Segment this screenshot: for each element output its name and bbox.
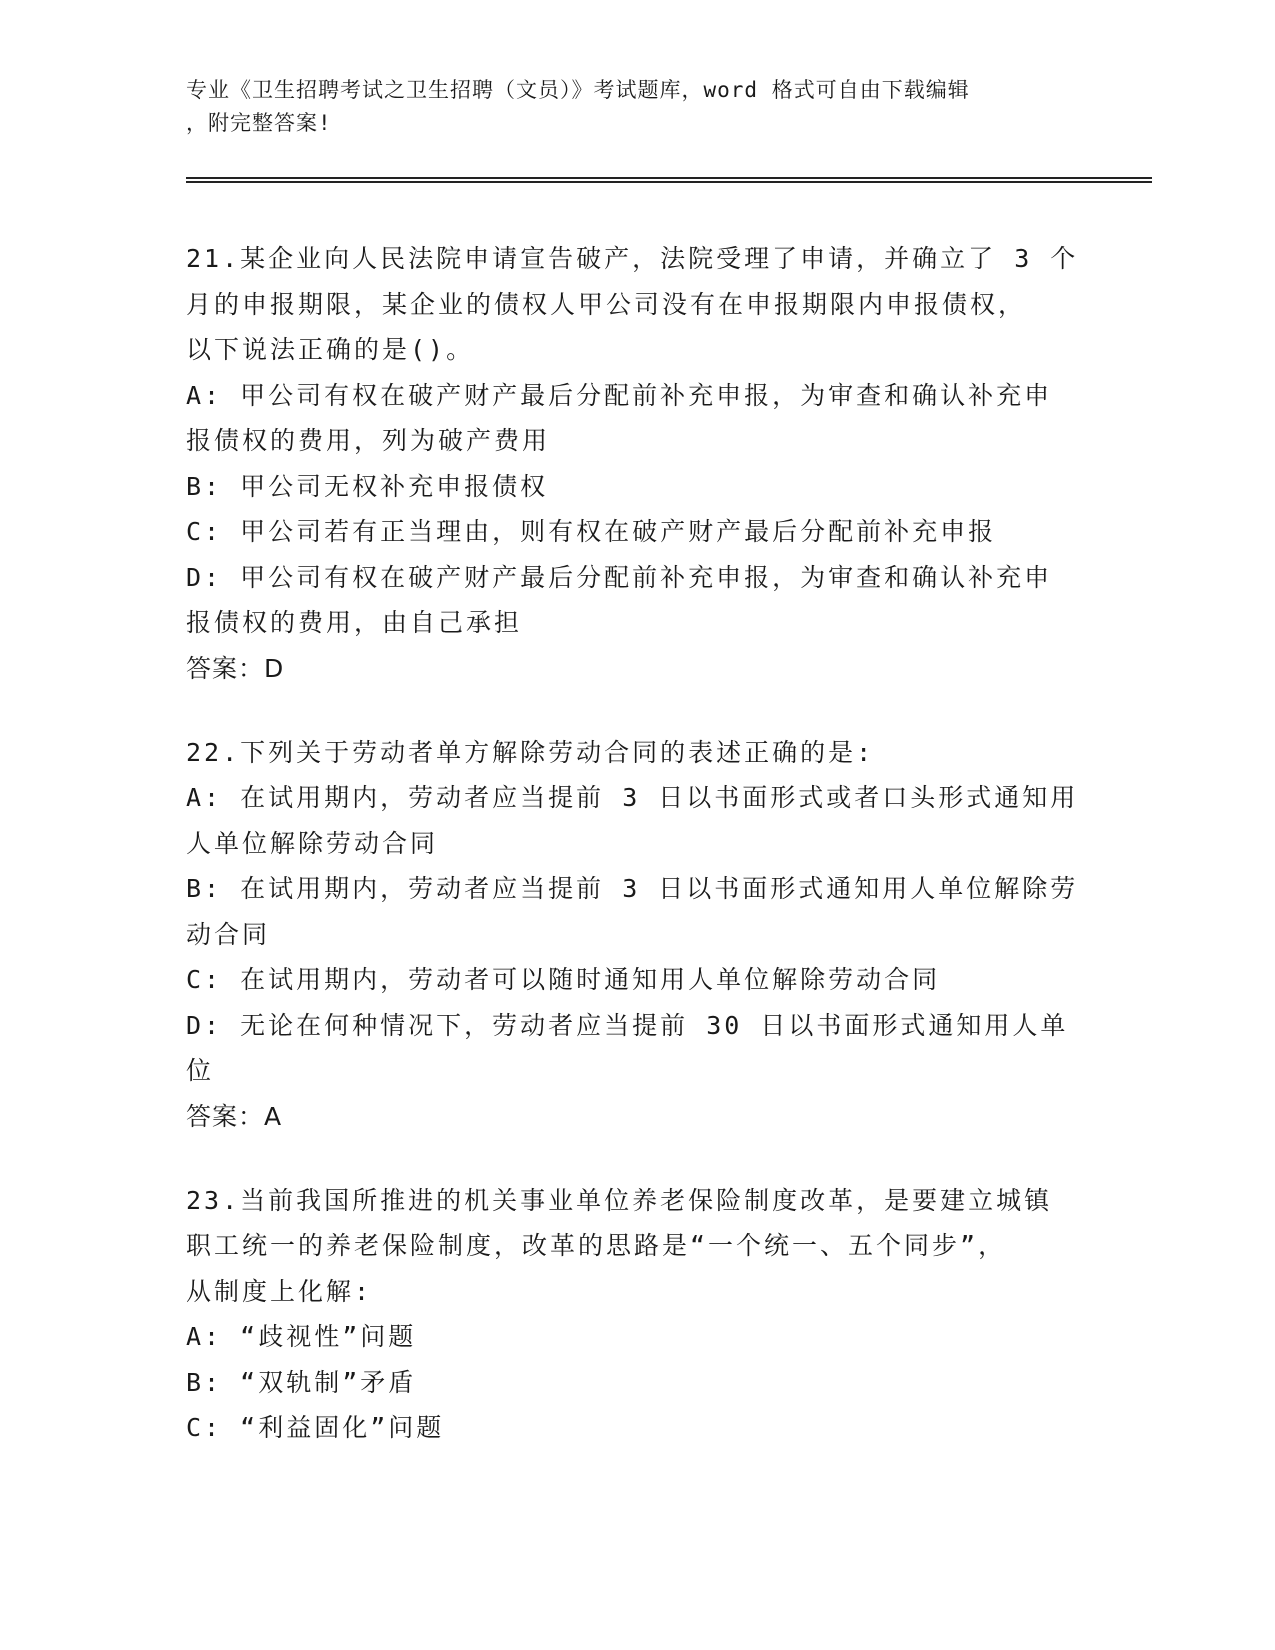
question-stem-line: 职工统一的养老保险制度，改革的思路是“一个统一、五个同步”， [186,1231,1007,1260]
answer-line: 答案：D [186,653,285,683]
option-a-continued: 人单位解除劳动合同 [186,828,439,858]
option-d-continued: 位 [186,1056,215,1085]
question-stem-line: 从制度上化解: [186,1276,373,1306]
question-stem-line: 22.下列关于劳动者单方解除劳动合同的表述正确的是: [186,737,875,767]
option-b: B: “双轨制”矛盾 [186,1367,417,1397]
question-stem-line: 以下说法正确的是()。 [186,335,475,364]
option-b-continued: 动合同 [186,919,271,949]
header-divider-bottom [186,181,1152,183]
header-intro-line-2: ，附完整答案! [186,111,332,135]
question-stem-line: 21.某企业向人民法院申请宣告破产，法院受理了申请，并确立了 3 个 [186,244,1079,273]
question-23 [186,1178,1086,1451]
option-a: A: 甲公司有权在破产财产最后分配前补充申报，为审查和确认补充申 [186,380,1053,410]
question-21 [186,236,1086,692]
option-d: D: 甲公司有权在破产财产最后分配前补充申报，为审查和确认补充申 [186,562,1053,592]
option-b: B: 甲公司无权补充申报债权 [186,471,549,501]
option-c: C: 甲公司若有正当理由，则有权在破产财产最后分配前补充申报 [186,517,997,546]
document-header [186,74,1066,140]
option-c: C: “利益固化”问题 [186,1413,445,1442]
option-a: A: 在试用期内，劳动者应当提前 3 日以书面形式或者口头形式通知用 [186,783,1079,812]
question-22 [186,730,1086,1140]
option-b: B: 在试用期内，劳动者应当提前 3 日以书面形式通知用人单位解除劳 [186,874,1079,903]
question-stem-line: 23.当前我国所推进的机关事业单位养老保险制度改革，是要建立城镇 [186,1185,1053,1215]
option-a-continued: 报债权的费用，列为破产费用 [186,426,551,455]
answer-line: 答案：A [186,1101,283,1131]
option-d: D: 无论在何种情况下，劳动者应当提前 30 日以书面形式通知用人单 [186,1010,1069,1040]
option-d-continued: 报债权的费用，由自己承担 [186,608,523,637]
question-stem-line: 月的申报期限，某企业的债权人甲公司没有在申报期限内申报债权， [186,289,1027,319]
header-divider-top [186,177,1152,179]
question-list [186,236,1086,1489]
option-a: A: “歧视性”问题 [186,1322,417,1351]
option-c: C: 在试用期内，劳动者可以随时通知用人单位解除劳动合同 [186,965,941,994]
header-intro-line-1: 专业《卫生招聘考试之卫生招聘（文员）》考试题库，word 格式可自由下载编辑 [186,78,970,102]
